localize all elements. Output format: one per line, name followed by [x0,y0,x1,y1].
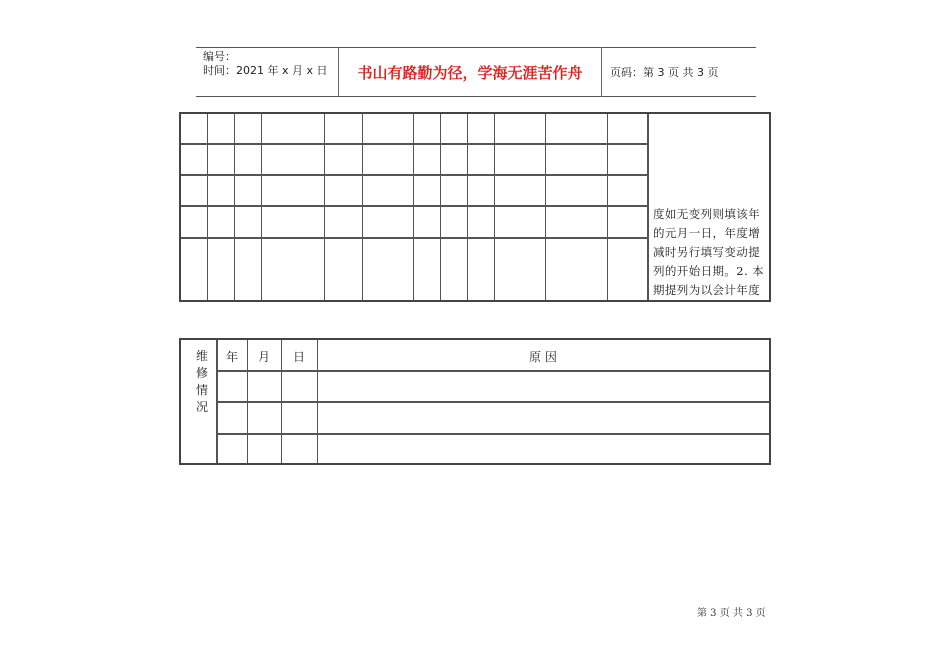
page-label: 页码：第 3 页 共 3 页 [610,66,719,79]
table-row-line [217,370,769,372]
header-month: 月 [258,350,271,364]
table-row-line [217,401,769,403]
note-line: 减时另行填写变动提 [653,245,761,259]
maintenance-side-label [191,348,213,416]
note-line: 度如无变列则填该年 [653,207,761,221]
side-label-char: 维 [195,349,208,363]
grid-col-line [467,114,468,300]
grid-col-line [362,114,363,300]
time-label: 时间：2021 年 x 月 x 日 [203,64,328,77]
header-reason: 原 因 [529,350,557,364]
grid-col-line [413,114,414,300]
grid-row-line [181,174,647,176]
depreciation-note [649,114,769,300]
asset-grid-table [179,112,771,302]
header-day: 日 [293,350,306,364]
grid-col-line [607,114,608,300]
side-label-char: 况 [195,400,208,414]
grid-row-line [181,205,647,207]
number-label: 编号： [203,50,236,63]
table-row-line [217,433,769,435]
grid-row-line [181,237,647,239]
note-line: 期提列为以会计年度 [653,283,761,297]
grid-col-line [440,114,441,300]
note-line: 的元月一日，年度增 [653,226,761,240]
grid-col-line [207,114,208,300]
header-year: 年 [226,350,239,364]
grid-col-line [494,114,495,300]
grid-col-line [545,114,546,300]
header-motto: 书山有路勤为径，学海无涯苦作舟 [357,63,583,82]
grid-col-line [324,114,325,300]
header-meta [203,50,328,78]
note-line: 列的开始日期。2. 本 [653,264,765,278]
page-footer: 第 3 页 共 3 页 [697,608,766,619]
grid-col-line [234,114,235,300]
side-label-char: 情 [195,383,208,397]
maintenance-table [179,338,771,465]
grid-row-line [181,143,647,145]
side-label-char: 修 [195,366,208,380]
grid-col-line [261,114,262,300]
